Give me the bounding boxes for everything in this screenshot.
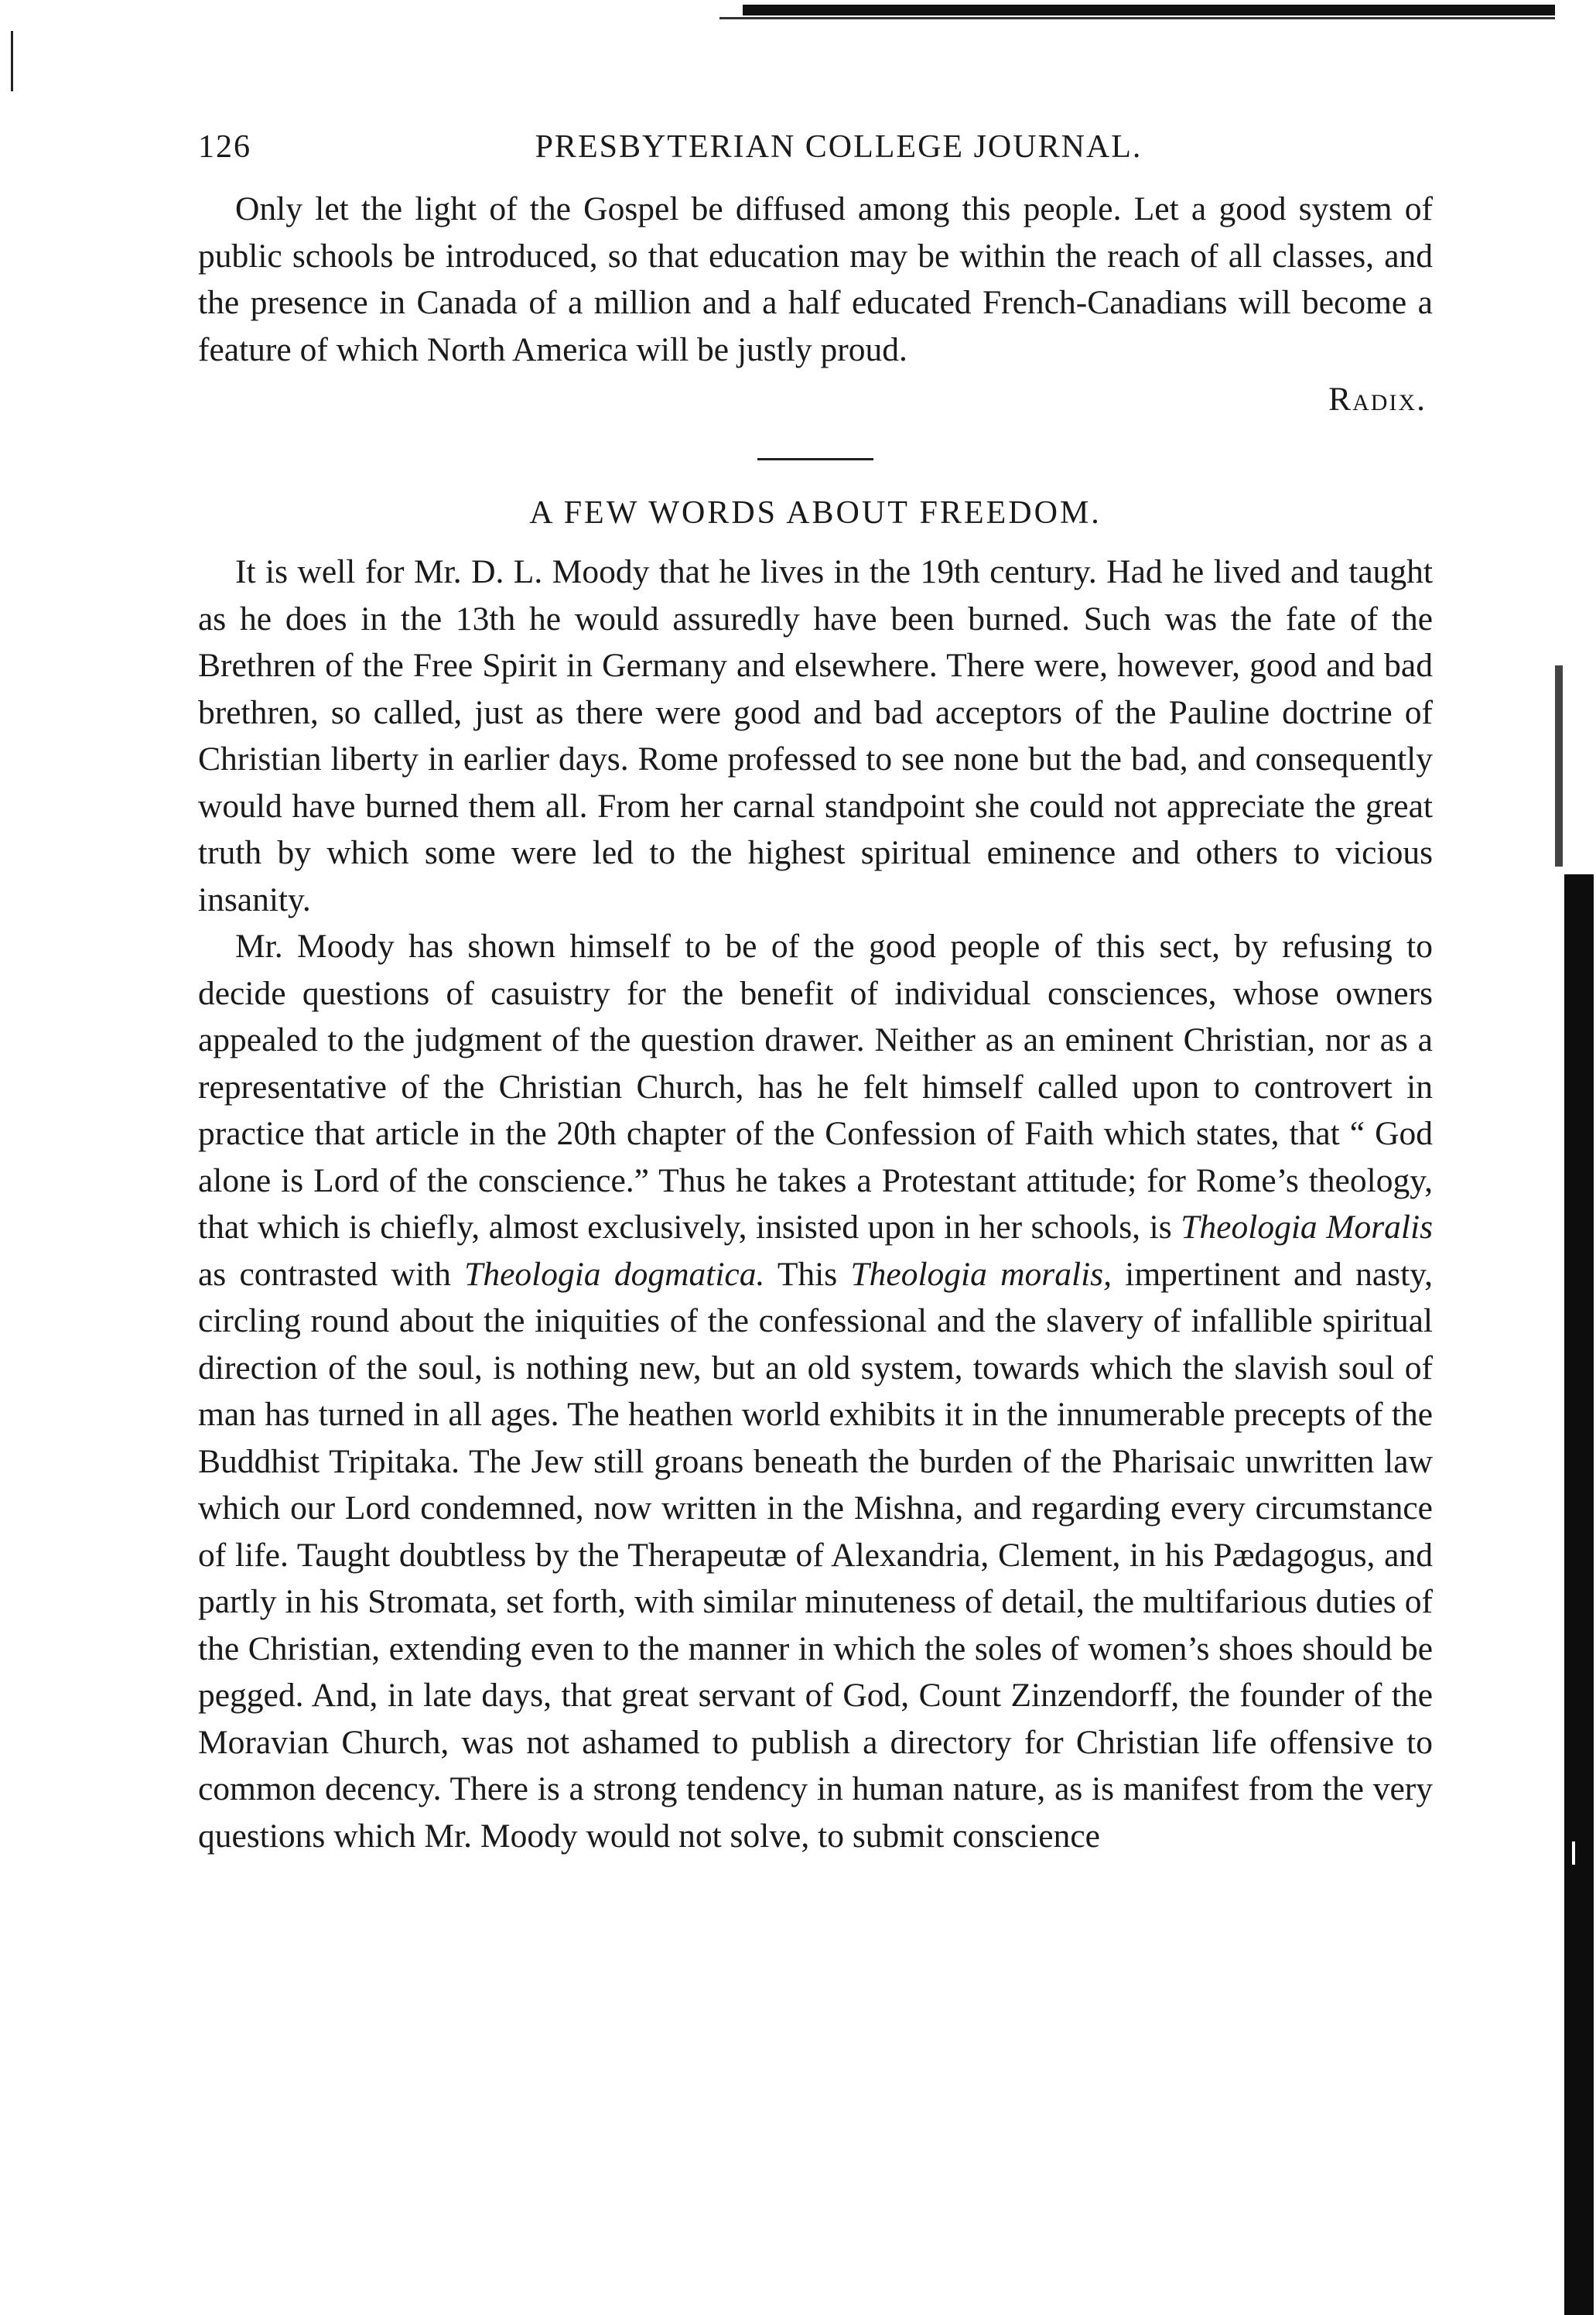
page-number: 126: [198, 129, 251, 165]
page-content: [198, 124, 1433, 1859]
scan-border-top-thin: [719, 17, 1555, 19]
paragraph-2-italic-theologia-moralis-2: Theologia moralis,: [850, 1255, 1112, 1293]
paragraph-2-italic-theologia-moralis: Theologia Moralis: [1181, 1209, 1434, 1246]
running-head: [198, 124, 1433, 186]
article-title: A FEW WORDS ABOUT FREEDOM.: [529, 495, 1102, 531]
scan-edge-shadow: [1555, 665, 1563, 867]
scan-mark-left: [11, 31, 13, 91]
article-paragraph-1: It is well for Mr. D. L. Moody that he lives in the 19th century. Had he lived and taught as he does in the 13th he would assuredly have been burned. Such was the fate of the Brethren of the Free Spirit in Germany and elsewhere. There were, however, good and bad brethren, so called, just as there were good and bad acceptors of the Pauline doctrine of Christian liberty in earlier days. Rome professed to see none but the bad, and consequently would have burned them all. From her carnal standpoint she could not appreciate the great truth by which some were led to the highest spiritual eminence and others to vicious insanity.: [198, 553, 1433, 918]
scan-edge-tick: [1572, 1841, 1575, 1865]
paragraph-2-text-part-3: This: [764, 1255, 851, 1293]
paragraph-2-text-part-2: as contrasted with: [198, 1255, 465, 1293]
paragraph-2-italic-theologia-dogmatica: Theologia dogmatica.: [464, 1255, 765, 1293]
journal-title: PRESBYTERIAN COLLEGE JOURNAL.: [535, 129, 1143, 165]
author-signature: Radix.: [1328, 381, 1427, 418]
scan-edge-right: [1564, 874, 1594, 2315]
article-paragraph-2: [198, 923, 1433, 1859]
section-divider: [757, 458, 873, 460]
paragraph-2-text-part-4: impertinent and nasty, circling round about the iniquities of the confessional and the slavery of infallible spiritual direction of the soul, is nothing new, but an old system, towards which the slavish soul of man has turned in all ages. The heathen world exhibits it in the innumerable precepts of the Buddhist Tripitaka. The Jew still groans beneath the burden of the Pharisaic unwritten law which our Lord condemned, now written in the Mishna, and regarding every circumstance of life. Taught doubtless by the Therapeutæ of Alexandria, Clement, in his Pædagogus, and partly in his Stromata, set forth, with similar minuteness of detail, the multifarious duties of the Christian, extending even to the manner in which the soles of women’s shoes should be pegged. And, in late days, that great servant of God, Count Zinzendorff, the founder of the Moravian Church, was not ashamed to publish a directory for Christian life offensive to common decency. There is a strong tendency in human nature, as is manifest from the very questions which Mr. Moody would not solve, to submit conscience: [198, 1255, 1433, 1855]
previous-article-closing-paragraph: Only let the light of the Gospel be diffused among this people. Let a good system of public schools be introduced, so that education may be within the reach of all classes, and the presence in Canada of a million and a half educated French-Canadians will become a feature of which North America will be justly proud.: [198, 190, 1433, 368]
paragraph-2-text-part-1: Mr. Moody has shown himself to be of the good people of this sect, by refusing to decide questions of casuistry for the benefit of individual consciences, whose owners appealed to the judgment of the question drawer. Neither as an eminent Christian, nor as a representative of the Christian Church, has he felt himself called upon to controvert in practice that article in the 20th chapter of the Confession of Faith which states, that “ God alone is Lord of the conscience.” Thus he takes a Protestant attitude; for Rome’s theology, that which is chiefly, almost exclusively, insisted upon in her schools, is: [198, 928, 1433, 1246]
scan-border-top: [743, 5, 1555, 15]
